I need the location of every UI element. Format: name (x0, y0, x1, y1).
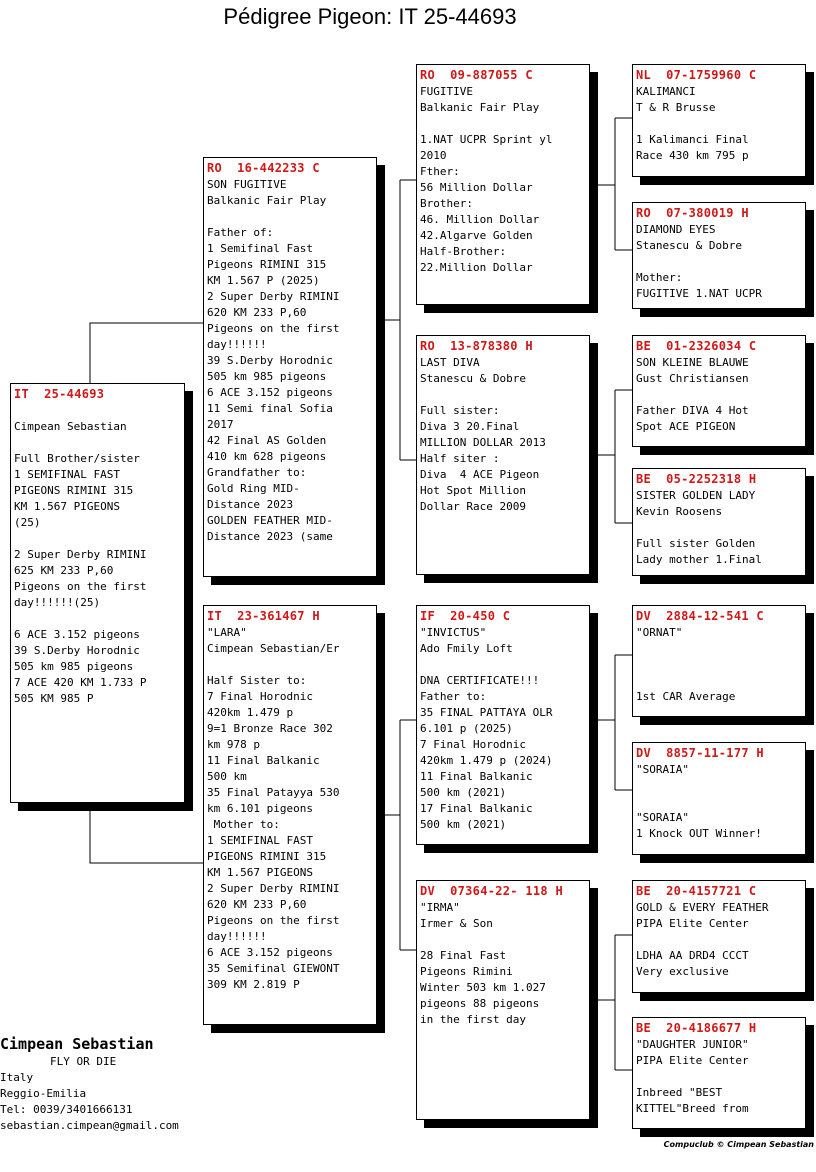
dds-ring-number: BE 20-4157721 C (636, 884, 757, 898)
detail-line: Lady mother 1.Final (636, 553, 762, 566)
sire-dam-ring-number: RO 13-878380 H (420, 339, 533, 353)
detail-line: day!!!!!! (207, 338, 267, 351)
detail-line: Hot Spot Million (420, 484, 526, 497)
detail-line: 620 KM 233 P,60 (207, 306, 307, 319)
detail-line: SON FUGITIVE (207, 178, 287, 191)
detail-line: Half-Brother: (420, 245, 507, 258)
detail-line: Distance 2023 (207, 498, 294, 511)
sire-details (207, 177, 373, 545)
ssd-details (636, 222, 802, 302)
ddd-box[interactable] (632, 1017, 806, 1129)
detail-line: "INVICTUS" (420, 626, 487, 639)
detail-line: 500 km (2021) (420, 818, 507, 831)
detail-line: in the first day (420, 1013, 526, 1026)
detail-line: KM 1.567 P (2025) (207, 274, 320, 287)
detail-line: 410 km 628 pigeons (207, 450, 327, 463)
detail-line (636, 387, 802, 403)
sds-ring-number: BE 01-2326034 C (636, 339, 757, 353)
detail-line: Half Sister to: (207, 674, 307, 687)
sds-box[interactable] (632, 335, 806, 447)
dam-dam-box[interactable] (416, 880, 590, 1120)
detail-line: PIGEONS RIMINI 315 (14, 484, 134, 497)
detail-line: "IRMA" (420, 901, 460, 914)
detail-line: 35 FINAL PATTAYA OLR (420, 706, 553, 719)
dss-box[interactable] (632, 605, 806, 717)
detail-line: (25) (14, 516, 41, 529)
detail-line (207, 657, 373, 673)
detail-line: 7 Final Horodnic (207, 690, 313, 703)
detail-line (636, 657, 802, 673)
detail-line: 500 km (207, 770, 247, 783)
detail-line: Cimpean Sebastian (14, 420, 127, 433)
detail-line: 39 S.Derby Horodnic (14, 644, 140, 657)
sdd-details (636, 488, 802, 568)
detail-line: PIGEONS RIMINI 315 (207, 850, 327, 863)
detail-line: 7 Final Horodnic (420, 738, 526, 751)
detail-line: Father of: (207, 226, 274, 239)
subject-pigeon-box[interactable] (10, 383, 185, 803)
detail-line: 500 km (2021) (420, 786, 507, 799)
dsd-ring-number: DV 8857-11-177 H (636, 746, 764, 760)
detail-line (420, 387, 586, 403)
owner-country: Italy (0, 1071, 34, 1084)
detail-line (636, 520, 802, 536)
detail-line (636, 1069, 802, 1085)
detail-line: 505 km 985 pigeons (14, 660, 134, 673)
detail-line (636, 641, 802, 657)
ddd-details (636, 1037, 802, 1117)
detail-line (636, 673, 802, 689)
detail-line: 1st CAR Average (636, 690, 736, 703)
sss-box[interactable] (632, 64, 806, 177)
detail-line: "SORAIA" (636, 811, 689, 824)
detail-line: Pigeons Rimini (420, 965, 513, 978)
detail-line: Mother: (636, 271, 683, 284)
detail-line: 56 Million Dollar (420, 181, 533, 194)
detail-line: Spot ACE PIGEON (636, 420, 736, 433)
detail-line: 1 Kalimanci Final (636, 133, 749, 146)
dsd-details (636, 762, 802, 842)
dss-ring-number: DV 2884-12-541 C (636, 609, 764, 623)
detail-line: 22.Million Dollar (420, 261, 533, 274)
dam-ring-number: IT 23-361467 H (207, 609, 320, 623)
detail-line (14, 403, 181, 419)
detail-line: 2 Super Derby RIMINI (207, 882, 340, 895)
dam-box[interactable] (203, 605, 377, 1025)
detail-line: Ado Fmily Loft (420, 642, 513, 655)
detail-line: 1 Semifinal Fast (207, 242, 313, 255)
detail-line: Very exclusive (636, 965, 729, 978)
detail-line: Brother: (420, 197, 473, 210)
detail-line: KITTEL"Breed from (636, 1102, 749, 1115)
detail-line: Distance 2023 (same (207, 530, 333, 543)
detail-line: Father to: (420, 690, 487, 703)
detail-line: 6 ACE 3.152 pigeons (207, 386, 333, 399)
sss-details (636, 84, 802, 164)
sdd-box[interactable] (632, 468, 806, 576)
owner-motto: FLY OR DIE (50, 1055, 117, 1068)
dam-dam-ring-number: DV 07364-22- 118 H (420, 884, 563, 898)
detail-line: Pigeons on the first (207, 322, 340, 335)
owner-name: Cimpean Sebastian (0, 1035, 154, 1053)
detail-line (636, 778, 802, 794)
detail-line: Cimpean Sebastian/Er (207, 642, 340, 655)
detail-line: FUGITIVE (420, 85, 473, 98)
detail-line: Stanescu & Dobre (636, 239, 742, 252)
detail-line: Dollar Race 2009 (420, 500, 526, 513)
detail-line: Diva 4 ACE Pigeon (420, 468, 540, 481)
detail-line: "ORNAT" (636, 626, 683, 639)
detail-line: 11 Final Balkanic (207, 754, 320, 767)
detail-line: 1.NAT UCPR Sprint yl (420, 133, 553, 146)
detail-line: LDHA AA DRD4 CCCT (636, 949, 749, 962)
dam-sire-ring-number: IF 20-450 C (420, 609, 511, 623)
detail-line: Diva 3 20.Final (420, 420, 520, 433)
detail-line (207, 209, 373, 225)
dsd-box[interactable] (632, 742, 806, 855)
detail-line: 1 SEMIFINAL FAST (207, 834, 313, 847)
detail-line: 6 ACE 3.152 pigeons (14, 628, 140, 641)
sire-box[interactable] (203, 157, 377, 577)
detail-line: KM 1.567 PIGEONS (207, 866, 313, 879)
detail-line: Inbreed "BEST (636, 1086, 723, 1099)
detail-line: MILLION DOLLAR 2013 (420, 436, 546, 449)
detail-line (14, 435, 181, 451)
detail-line: Pigeons on the first (207, 914, 340, 927)
sire-sire-details (420, 84, 586, 276)
detail-line: Mother to: (207, 818, 280, 831)
dam-details (207, 625, 373, 993)
sds-details (636, 355, 802, 435)
detail-line: 620 KM 233 P,60 (207, 898, 307, 911)
detail-line: Pigeons on the first (14, 580, 147, 593)
detail-line: 28 Final Fast (420, 949, 507, 962)
page-title: Pédigree Pigeon: IT 25-44693 (223, 4, 517, 29)
detail-line: 420km 1.479 p (2024) (420, 754, 553, 767)
detail-line: Kevin Roosens (636, 505, 723, 518)
detail-line (14, 611, 181, 627)
detail-line: 505 KM 985 P (14, 692, 94, 705)
owner-email[interactable]: sebastian.cimpean@gmail.com (0, 1119, 179, 1132)
detail-line: Balkanic Fair Play (420, 101, 540, 114)
sire-sire-box[interactable] (416, 64, 590, 305)
detail-line: GOLD & EVERY FEATHER (636, 901, 769, 914)
detail-line: 7 ACE 420 KM 1.733 P (14, 676, 147, 689)
detail-line: Gold Ring MID- (207, 482, 300, 495)
owner-phone: Tel: 0039/3401666131 (0, 1103, 133, 1116)
detail-line: Full Brother/sister (14, 452, 140, 465)
sire-ring-number: RO 16-442233 C (207, 161, 320, 175)
detail-line: PIPA Elite Center (636, 917, 749, 930)
detail-line: 6 ACE 3.152 pigeons (207, 946, 333, 959)
detail-line: T & R Brusse (636, 101, 716, 114)
footer-credit: Compuclub © Cimpean Sebastian (663, 1140, 814, 1149)
subject-ring-number: IT 25-44693 (14, 387, 105, 401)
detail-line: Fther: (420, 165, 460, 178)
detail-line: Half siter : (420, 452, 500, 465)
detail-line: 39 S.Derby Horodnic (207, 354, 333, 367)
dds-box[interactable] (632, 880, 806, 993)
detail-line: km 6.101 pigeons (207, 802, 313, 815)
detail-line (14, 531, 181, 547)
owner-info (0, 1034, 179, 1134)
dam-sire-details (420, 625, 586, 833)
dam-sire-box[interactable] (416, 605, 590, 845)
detail-line (636, 932, 802, 948)
detail-line: "LARA" (207, 626, 247, 639)
sire-sire-ring-number: RO 09-887055 C (420, 68, 533, 82)
detail-line: Full sister Golden (636, 537, 756, 550)
detail-line: 1 Knock OUT Winner! (636, 827, 762, 840)
detail-line: 6.101 p (2025) (420, 722, 513, 735)
detail-line: DNA CERTIFICATE!!! (420, 674, 540, 687)
detail-line: 2 Super Derby RIMINI (207, 290, 340, 303)
detail-line: 420km 1.479 p (207, 706, 294, 719)
owner-region: Reggio-Emilia (0, 1087, 87, 1100)
detail-line: day!!!!!! (207, 930, 267, 943)
detail-line: 11 Semi final Sofia (207, 402, 333, 415)
detail-line: Irmer & Son (420, 917, 493, 930)
detail-line: day!!!!!!(25) (14, 596, 101, 609)
detail-line: GOLDEN FEATHER MID- (207, 514, 333, 527)
detail-line: "DAUGHTER JUNIOR" (636, 1038, 749, 1051)
detail-line (420, 932, 586, 948)
detail-line: 42 Final AS Golden (207, 434, 327, 447)
ssd-ring-number: RO 07-380019 H (636, 206, 749, 220)
detail-line: 2017 (207, 418, 234, 431)
detail-line: "SORAIA" (636, 763, 689, 776)
detail-line: Balkanic Fair Play (207, 194, 327, 207)
detail-line: KM 1.567 PIGEONS (14, 500, 120, 513)
detail-line: PIPA Elite Center (636, 1054, 749, 1067)
detail-line: DIAMOND EYES (636, 223, 716, 236)
sss-ring-number: NL 07-1759960 C (636, 68, 757, 82)
detail-line (636, 116, 802, 132)
detail-line: Grandfather to: (207, 466, 307, 479)
detail-line: 42.Algarve Golden (420, 229, 533, 242)
detail-line: FUGITIVE 1.NAT UCPR (636, 287, 762, 300)
sdd-ring-number: BE 05-2252318 H (636, 472, 757, 486)
detail-line: 2010 (420, 149, 447, 162)
dss-details (636, 625, 802, 705)
detail-line: 35 Semifinal GIEWONT (207, 962, 340, 975)
detail-line (636, 254, 802, 270)
detail-line: 625 KM 233 P,60 (14, 564, 114, 577)
detail-line: Stanescu & Dobre (420, 372, 526, 385)
detail-line: SON KLEINE BLAUWE (636, 356, 749, 369)
detail-line: SISTER GOLDEN LADY (636, 489, 756, 502)
detail-line (420, 116, 586, 132)
detail-line: 17 Final Balkanic (420, 802, 533, 815)
detail-line: 35 Final Patayya 530 (207, 786, 340, 799)
detail-line: Winter 503 km 1.027 (420, 981, 546, 994)
detail-line: km 978 p (207, 738, 260, 751)
detail-line: 309 KM 2.819 P (207, 978, 300, 991)
dds-details (636, 900, 802, 980)
detail-line: Pigeons RIMINI 315 (207, 258, 327, 271)
detail-line: 2 Super Derby RIMINI (14, 548, 147, 561)
subject-details (14, 403, 181, 707)
detail-line: 46. Million Dollar (420, 213, 540, 226)
sire-dam-details (420, 355, 586, 515)
ssd-box[interactable] (632, 202, 806, 309)
detail-line: Gust Christiansen (636, 372, 749, 385)
sire-dam-box[interactable] (416, 335, 590, 575)
detail-line (420, 657, 586, 673)
detail-line: 505 km 985 pigeons (207, 370, 327, 383)
detail-line: 1 SEMIFINAL FAST (14, 468, 120, 481)
detail-line (636, 794, 802, 810)
detail-line: LAST DIVA (420, 356, 480, 369)
detail-line: Father DIVA 4 Hot (636, 404, 749, 417)
ddd-ring-number: BE 20-4186677 H (636, 1021, 757, 1035)
dam-dam-details (420, 900, 586, 1028)
detail-line: pigeons 88 pigeons (420, 997, 540, 1010)
detail-line: 11 Final Balkanic (420, 770, 533, 783)
detail-line: Full sister: (420, 404, 500, 417)
detail-line: KALIMANCI (636, 85, 696, 98)
detail-line: 9=1 Bronze Race 302 (207, 722, 333, 735)
detail-line: Race 430 km 795 p (636, 149, 749, 162)
